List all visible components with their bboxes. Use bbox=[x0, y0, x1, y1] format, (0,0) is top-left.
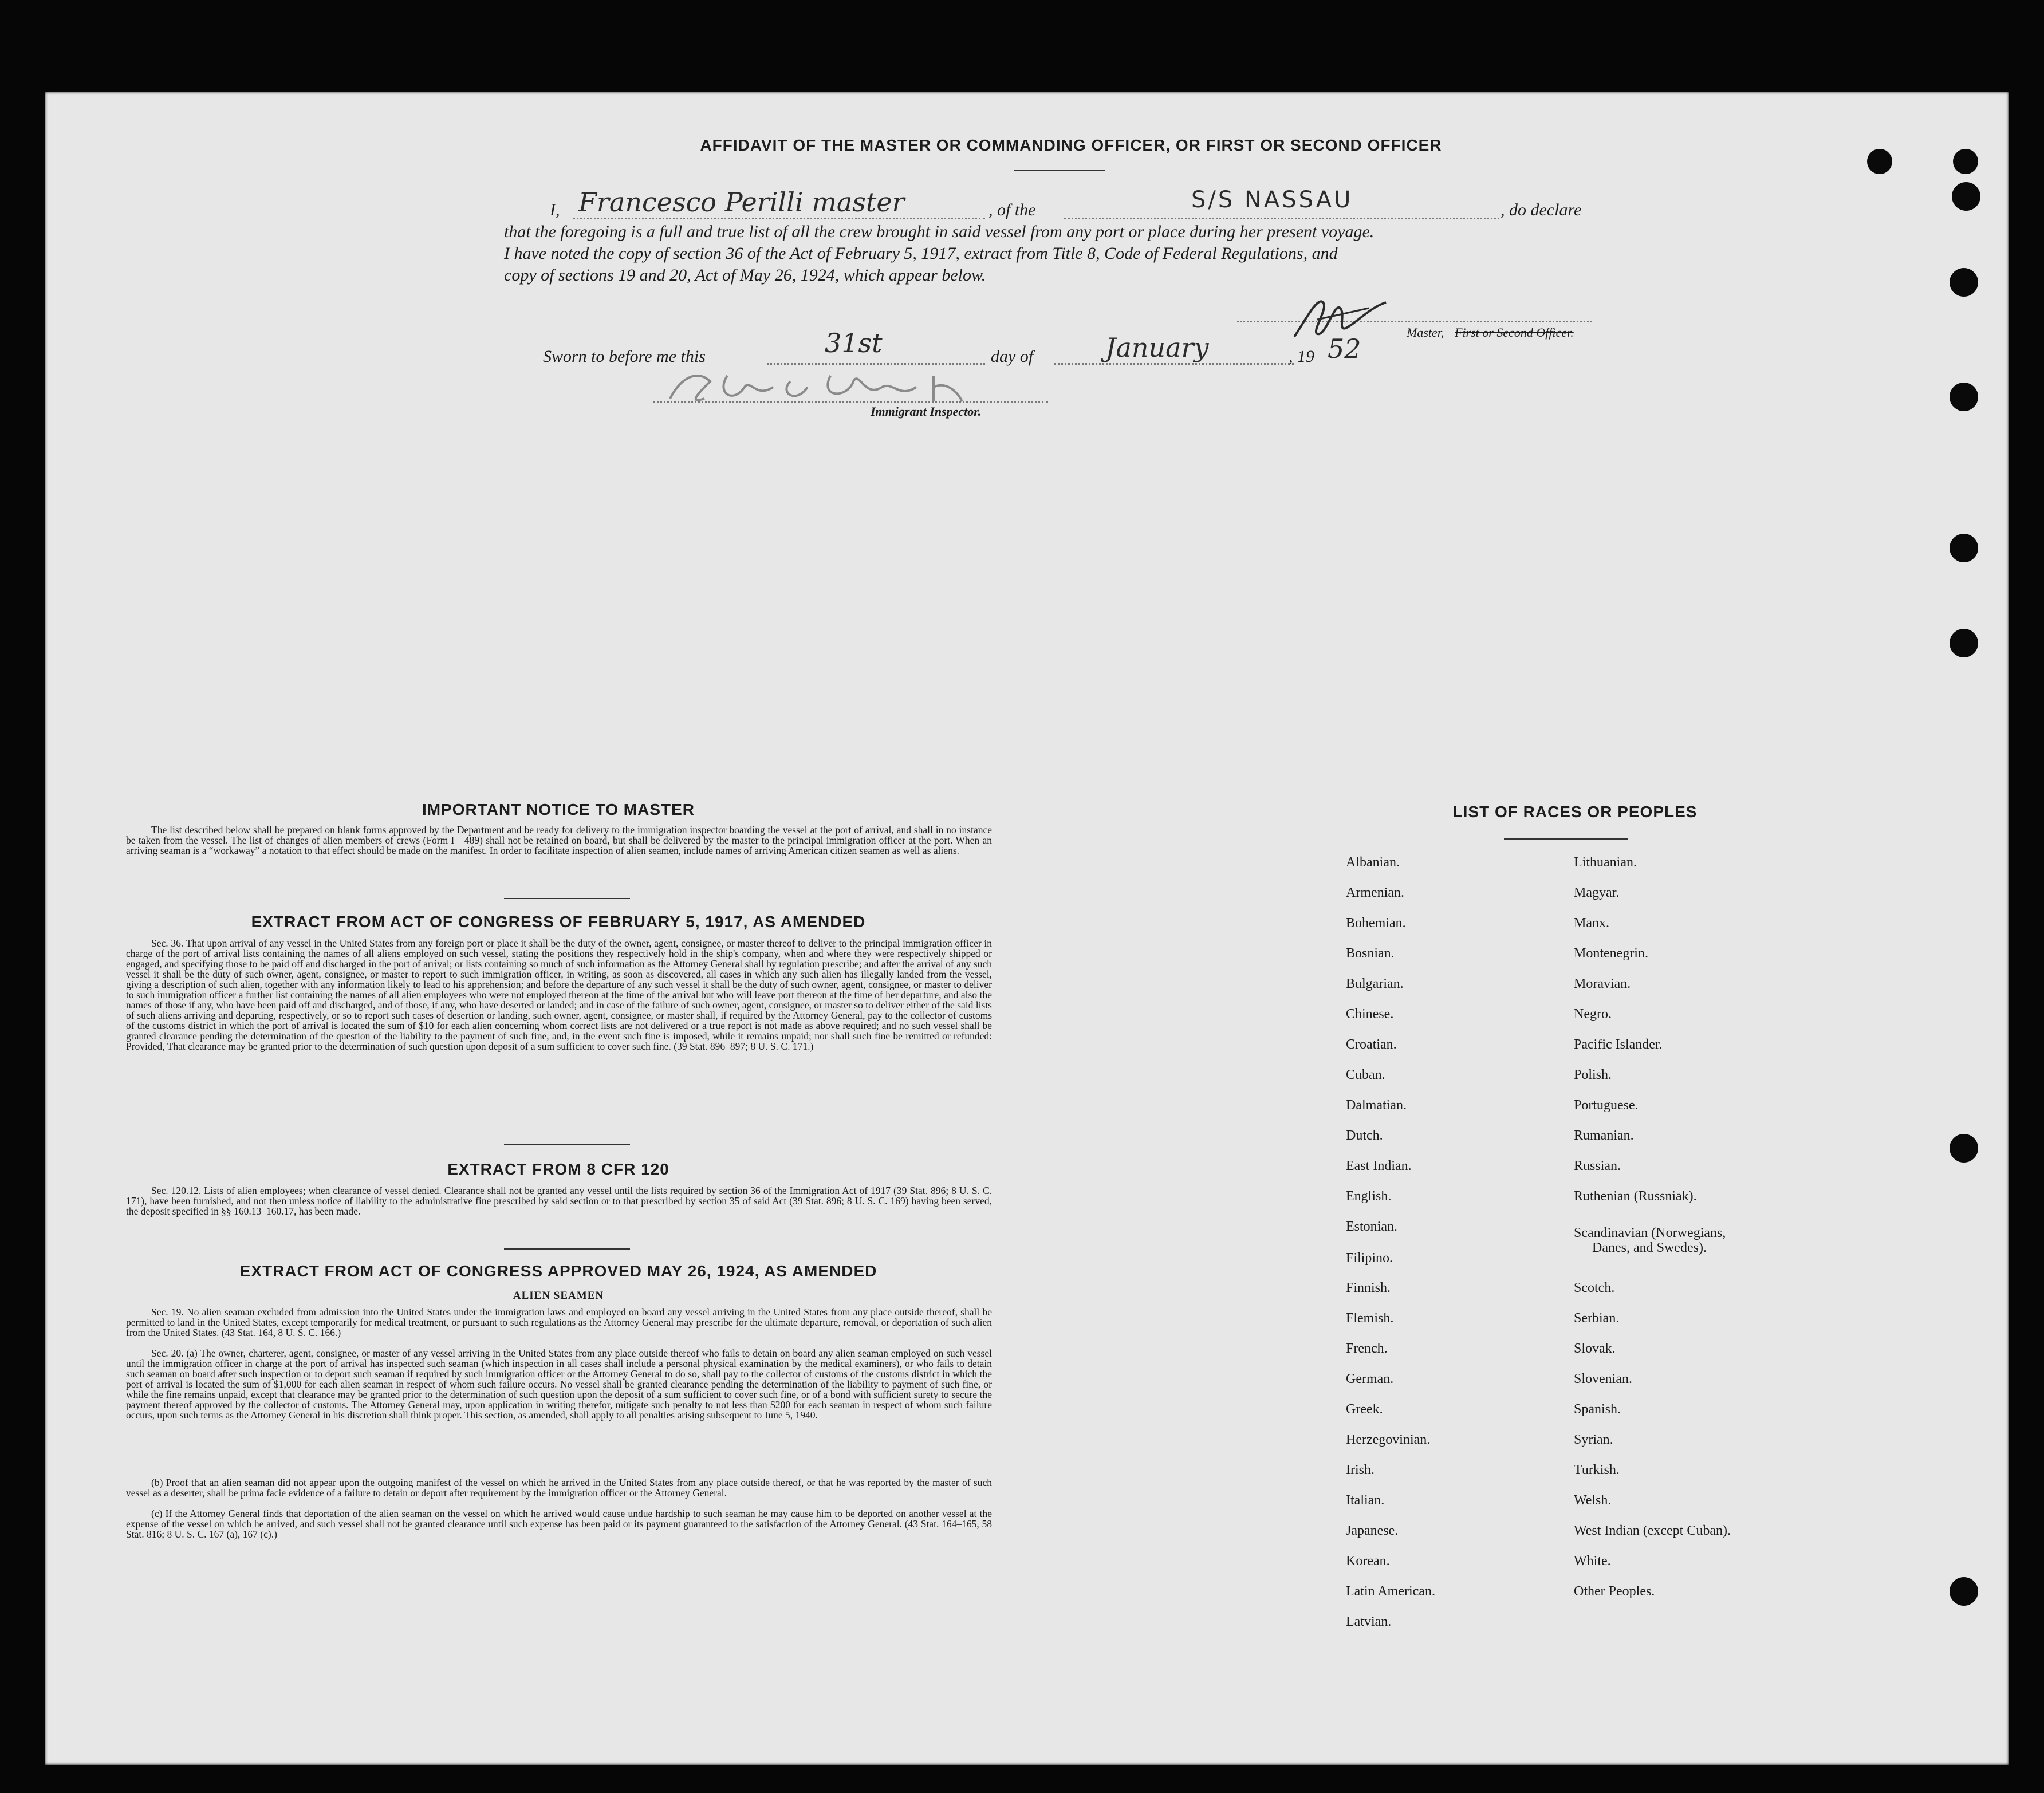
races-title: LIST OF RACES OR PEOPLES bbox=[1452, 803, 1698, 821]
race-item: Negro. bbox=[1574, 1007, 1612, 1022]
signer-role-struck: First or Second Officer. bbox=[1455, 325, 1574, 340]
punch-hole bbox=[1952, 182, 1980, 211]
race-item: Slovak. bbox=[1574, 1341, 1616, 1356]
race-item: Latvian. bbox=[1346, 1614, 1392, 1629]
extract-1924-subtitle: ALIEN SEAMEN bbox=[513, 1290, 604, 1302]
race-item: English. bbox=[1346, 1189, 1392, 1204]
punch-hole bbox=[1950, 383, 1978, 411]
race-item: Portuguese. bbox=[1574, 1098, 1639, 1113]
race-item: Turkish. bbox=[1574, 1463, 1620, 1477]
race-item: French. bbox=[1346, 1341, 1388, 1356]
inspector-signature bbox=[664, 364, 974, 410]
race-item: Dutch. bbox=[1346, 1128, 1383, 1143]
race-item: Filipino. bbox=[1346, 1251, 1393, 1266]
race-item: Pacific Islander. bbox=[1574, 1037, 1663, 1052]
punch-hole bbox=[1950, 629, 1978, 657]
punch-hole bbox=[1950, 268, 1978, 297]
race-item: White. bbox=[1574, 1554, 1611, 1569]
race-item: Polish. bbox=[1574, 1067, 1612, 1082]
race-item: Japanese. bbox=[1346, 1523, 1399, 1538]
day-of-label: day of bbox=[991, 347, 1034, 366]
race-item: Syrian. bbox=[1574, 1432, 1613, 1447]
race-item: Estonian. bbox=[1346, 1219, 1397, 1234]
race-item: Other Peoples. bbox=[1574, 1584, 1655, 1599]
race-item: Greek. bbox=[1346, 1402, 1383, 1417]
race-item: Lithuanian. bbox=[1574, 855, 1637, 870]
year-handwritten: 52 bbox=[1328, 333, 1361, 364]
race-item: Dalmatian. bbox=[1346, 1098, 1407, 1113]
section-divider bbox=[504, 898, 630, 899]
race-item: Moravian. bbox=[1574, 976, 1631, 991]
extract-1924-sec20c: (c) If the Attorney General finds that deportation of the alien seaman on the vessel on which he arrived would cause undue hardship to such seaman he may cause him to be deported on another vessel at the expense of the vessel on which he arrived, and such vessel shall not be granted clearance until such expense has been paid or its payment guaranteed to the satisfaction of the Attorney General. (43 Stat. 164–165, 58 Stat. 816; 8 U. S. C. 167 (a), 167 (c).) bbox=[126, 1508, 992, 1540]
section-divider bbox=[504, 1144, 630, 1145]
declaration-line-4: copy of sections 19 and 20, Act of May 26, 1924, which appear below. bbox=[504, 266, 986, 285]
race-item: Scotch. bbox=[1574, 1280, 1615, 1295]
name-field-line bbox=[573, 218, 985, 219]
signer-role-master: Master, bbox=[1407, 325, 1444, 340]
extract-1924-sec20b: (b) Proof that an alien seaman did not appear upon the outgoing manifest of the vessel on which he arrived in the United States from any place outside thereof, or that he was reported by the master of such vessel as a deserter, shall be prima facie evidence of a failure to detain or deport after requirement by the immigration officer or the Attorney General. bbox=[126, 1477, 992, 1499]
race-item: Magyar. bbox=[1574, 885, 1620, 900]
extract-cfr-body: Sec. 120.12. Lists of alien employees; when clearance of vessel denied. Clearance shall not be granted any vessel until the lists required by section 36 of the Immigration Act of 1917 (39 Stat. 896; 8 U. S. C. 171), have been furnished, and not then unless notice of liability to the administrative fine prescribed by said section or to that prescribed by section 35 of said Act (39 Stat. 896; 8 U. S. C. 169) having been served, the deposit specified in §§ 160.13–160.17, has been made. bbox=[126, 1185, 992, 1217]
month-handwritten: January bbox=[1105, 332, 1209, 363]
vessel-field-line bbox=[1064, 218, 1499, 219]
of-the-label: , of the bbox=[988, 200, 1036, 219]
race-item: German. bbox=[1346, 1372, 1394, 1386]
race-item: Rumanian. bbox=[1574, 1128, 1634, 1143]
year-prefix: , 19 bbox=[1289, 347, 1314, 366]
race-item: Albanian. bbox=[1346, 855, 1400, 870]
extract-1924-sec20a: Sec. 20. (a) The owner, charterer, agent, consignee, or master of any vessel arriving in the United States from any place outside thereof who fails to detain on board any alien seaman employed on such vessel until the immigration officer in charge at the port of arrival has inspected such seaman (which inspection in all cases shall include a personal physical examination by the medical examiners), or who fails to detain such seaman on board after such inspection or to deport such seaman if required by such immigration officer or the Attorney General to do so, shall pay to the collector of customs of the customs district in which the port of arrival is located the sum of $1,000 for each alien seaman in respect of whom such failure occurs. No vessel shall be granted clearance pending the determination of the liability to payment of such fine, or while the fine remains unpaid, except that clearance may be granted prior to the determination of such question upon the deposit of a sum sufficient to cover such fine, or of a bond with sufficient surety to secure the payment thereof approved by the collector of customs. The Attorney General may, upon application in writing therefor, mitigate such penalty to not less than $200 for each seaman in respect of whom such failure occurs, upon such terms as the Attorney General in his discretion shall think proper. This section, as amended, shall apply to all penalties arising subsequent to June 5, 1940. bbox=[126, 1347, 992, 1421]
notice-body: The list described below shall be prepared on blank forms approved by the Department and be ready for delivery to the immigration inspector boarding the vessel at the port of arrival, and shall in no instance be taken from the vessel. The list of changes of alien members of crews (Form I—489) shall not be retained on board, but shall be delivered by the master to the principal immigration officer at the port. When an arriving seaman is a “workaway” a notation to that effect should be made on the manifest. In order to facilitate inspection of alien seamen, include names of arriving American citizen seamen as well as aliens. bbox=[126, 824, 992, 856]
extract-1917-body: Sec. 36. That upon arrival of any vessel in the United States from any foreign port or place it shall be the duty of the owner, agent, consignee, or master thereof to deliver to the principal immigration officer in charge of the port of arrival lists containing the names of all aliens employed on such vessel, stating the positions they respectively hold in the ship's company, when and where they were respectively shipped or engaged, and specifying those to be paid off and discharged in the port of arrival; or lists containing so much of such information as the Attorney General shall by regulation prescribe; and after the arrival of any such vessel it shall be the duty of such owner, agent, consignee, or master to report to such immigration officer, in writing, as soon as discovered, all cases in which any such alien has illegally landed from the vessel, giving a description of such alien, together with any information likely to lead to his apprehension; and before the departure of any such vessel it shall be the duty of such owner, agent, consignee, or master to deliver to such immigration officer a further list containing the names of all alien employees who were not employed thereon at the time of the arrival but who will leave port thereon at the time of her departure, and also the names of those if any, who have been paid off and discharged, and of those, if any, who have deserted or landed; and in case of the failure of such owner, agent, consignee, or master so to deliver either of the said lists of such aliens arriving and departing, respectively, or so to report such cases of desertion or landing, such owner, agent, consignee, or master shall, if required by the Attorney General, pay to the collector of customs of the customs district in which the port of arrival is located the sum of $10 for each alien concerning whom correct lists are not delivered or a true report is not made as above required; and no such vessel shall be granted clearance pending the determination of the question of the liability to the payment of such fine, and, in the event such fine is imposed, while it remains unpaid; nor shall such fine be remitted or refunded: Provided, That clearance may be granted prior to the determination of such question upon deposit of a sum sufficient to cover such fine. (39 Stat. 896–897; 8 U. S. C. 171.) bbox=[126, 937, 992, 1052]
inspector-label: Immigrant Inspector. bbox=[871, 404, 982, 419]
do-declare-label: , do declare bbox=[1500, 200, 1582, 219]
extract-cfr-title: EXTRACT FROM 8 CFR 120 bbox=[447, 1160, 669, 1178]
race-item: West Indian (except Cuban). bbox=[1574, 1523, 1731, 1538]
race-item: Latin American. bbox=[1346, 1584, 1435, 1599]
month-field-line bbox=[1054, 363, 1294, 365]
race-item: Scandinavian (Norwegians, bbox=[1574, 1225, 1726, 1240]
punch-hole bbox=[1950, 1577, 1978, 1606]
races-divider bbox=[1504, 838, 1628, 840]
race-item: Bulgarian. bbox=[1346, 976, 1404, 991]
extract-1917-title: EXTRACT FROM ACT OF CONGRESS OF FEBRUARY 5, 1917, AS AMENDED bbox=[251, 913, 866, 931]
race-item: Bosnian. bbox=[1346, 946, 1395, 961]
race-item: Ruthenian (Russniak). bbox=[1574, 1189, 1697, 1204]
declaration-line-2: that the foregoing is a full and true list of all the crew brought in said vessel from any port or place during her present voyage. bbox=[504, 222, 1375, 241]
declaration-prefix: I, bbox=[550, 200, 560, 219]
race-item: Spanish. bbox=[1574, 1402, 1621, 1417]
extract-1924-sec19: Sec. 19. No alien seaman excluded from admission into the United States under the immigration laws and employed on board any vessel arriving in the United States from any place outside thereof, shall be permitted to land in the United States, except temporarily for medical treatment, or pursuant to such regulations as the Attorney General may prescribe for the ultimate departure, removal, or deportation of such alien from the United States. (43 Stat. 164, 8 U. S. C. 166.) bbox=[126, 1306, 992, 1338]
race-item: Italian. bbox=[1346, 1493, 1385, 1508]
race-item: Welsh. bbox=[1574, 1493, 1612, 1508]
race-item: Serbian. bbox=[1574, 1311, 1620, 1326]
race-item: Armenian. bbox=[1346, 885, 1404, 900]
race-item: Montenegrin. bbox=[1574, 946, 1648, 961]
race-item: Chinese. bbox=[1346, 1007, 1394, 1022]
section-divider bbox=[504, 1248, 630, 1250]
race-item: Russian. bbox=[1574, 1158, 1621, 1173]
race-item: Herzegovinian. bbox=[1346, 1432, 1431, 1447]
race-item: East Indian. bbox=[1346, 1158, 1412, 1173]
punch-hole bbox=[1950, 534, 1978, 562]
race-item: Finnish. bbox=[1346, 1280, 1391, 1295]
punch-hole bbox=[1953, 149, 1978, 174]
punch-hole bbox=[1867, 149, 1892, 174]
race-item: Croatian. bbox=[1346, 1037, 1397, 1052]
declaration-line-3: I have noted the copy of section 36 of the Act of February 5, 1917, extract from Title 8, Code of Federal Regulations, and bbox=[504, 244, 1338, 263]
affidavit-title: AFFIDAVIT OF THE MASTER OR COMMANDING OFFICER, OR FIRST OR SECOND OFFICER bbox=[700, 136, 1442, 154]
race-item: Cuban. bbox=[1346, 1067, 1385, 1082]
race-item: Danes, and Swedes). bbox=[1592, 1240, 1707, 1255]
vessel-name-handwritten: S/S NASSAU bbox=[1191, 187, 1353, 213]
sworn-prefix: Sworn to before me this bbox=[543, 347, 706, 366]
punch-hole bbox=[1950, 1134, 1978, 1163]
race-item: Irish. bbox=[1346, 1463, 1375, 1477]
title-divider bbox=[1014, 170, 1105, 171]
master-name-handwritten: Francesco Perilli master bbox=[578, 187, 905, 218]
race-item: Slovenian. bbox=[1574, 1372, 1632, 1386]
race-item: Korean. bbox=[1346, 1554, 1390, 1569]
race-item: Flemish. bbox=[1346, 1311, 1394, 1326]
day-handwritten: 31st bbox=[825, 328, 883, 358]
race-item: Manx. bbox=[1574, 916, 1609, 931]
notice-title: IMPORTANT NOTICE TO MASTER bbox=[422, 801, 695, 818]
inspector-field-line bbox=[653, 401, 1048, 403]
extract-1924-title: EXTRACT FROM ACT OF CONGRESS APPROVED MAY 26, 1924, AS AMENDED bbox=[239, 1262, 877, 1280]
race-item: Bohemian. bbox=[1346, 916, 1406, 931]
